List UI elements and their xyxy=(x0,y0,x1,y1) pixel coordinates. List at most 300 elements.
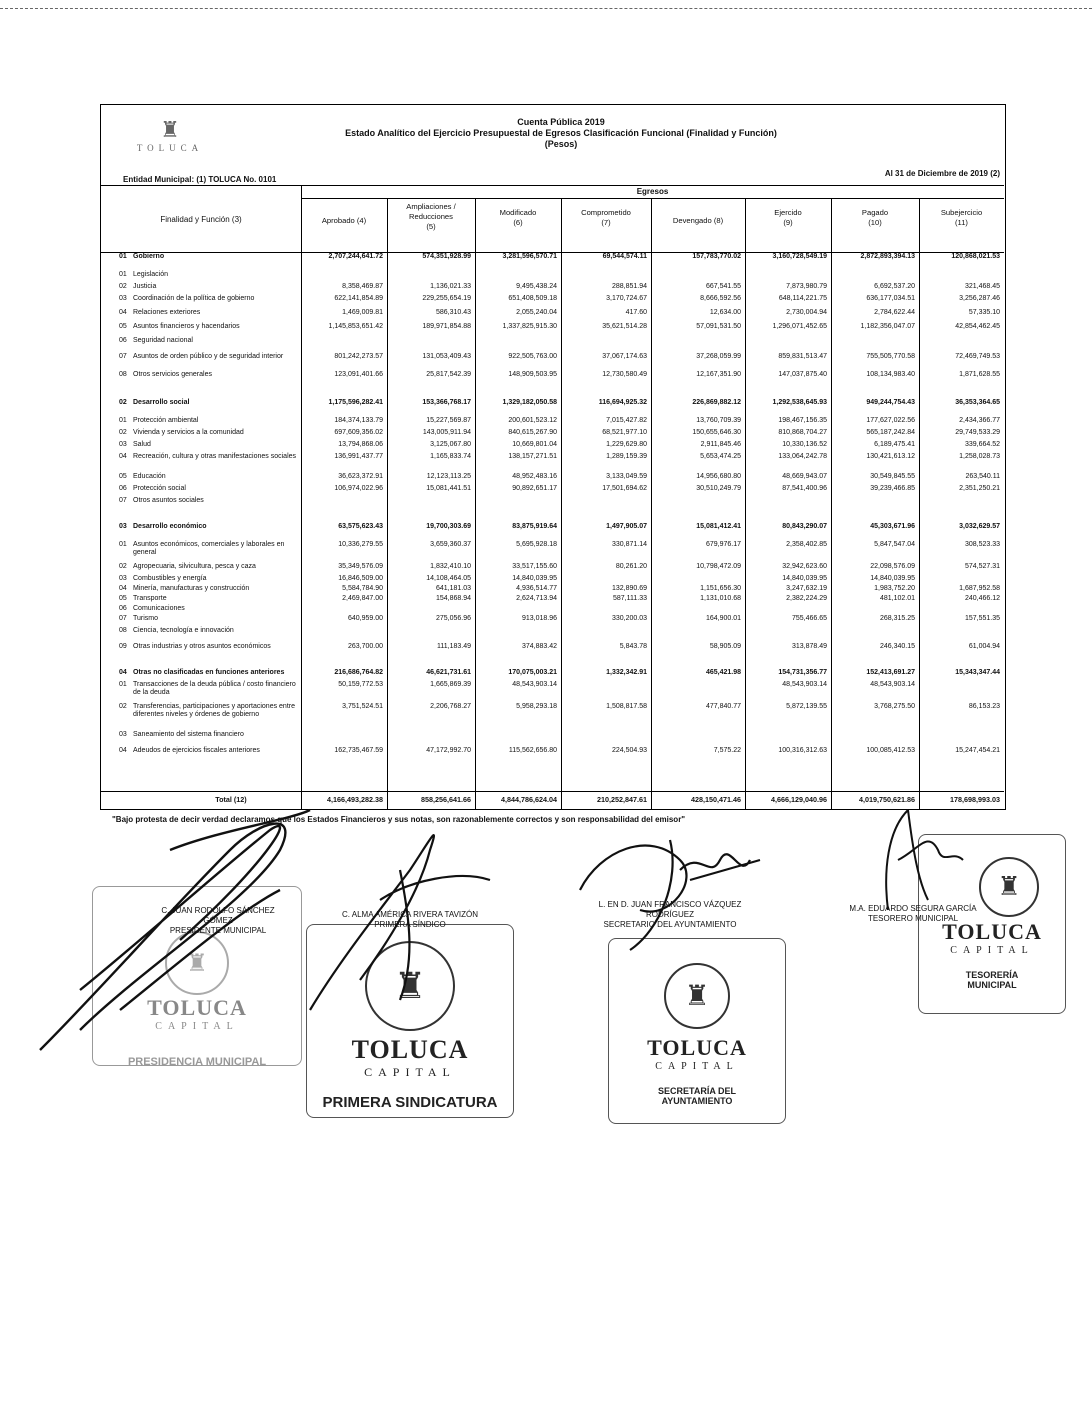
signer-name: M.A. EDUARDO SEGURA GARCÍA xyxy=(849,904,977,913)
column-header-line: Modificado xyxy=(499,208,537,217)
row-code: 04 xyxy=(119,669,127,676)
row-value: 4,936,514.77 xyxy=(516,585,557,592)
row-label: Asuntos financieros y hacendarios xyxy=(133,323,240,330)
row-code: 03 xyxy=(119,523,127,530)
row-value: 5,872,139.55 xyxy=(786,703,827,710)
stamp-brand: TOLUCA xyxy=(942,919,1042,944)
row-label: Saneamiento del sistema financiero xyxy=(133,731,244,738)
row-value: 216,686,764.82 xyxy=(334,669,383,676)
column-header-1 xyxy=(301,216,387,226)
row-value: 115,562,656.80 xyxy=(508,747,557,754)
row-value: 3,160,728,549.19 xyxy=(772,253,827,260)
row-value: 574,527.31 xyxy=(964,563,1000,570)
budget-statement xyxy=(100,104,1006,810)
stamp-brand: TOLUCA xyxy=(147,995,247,1020)
logo-text: TOLUCA xyxy=(136,143,204,153)
row-value: 667,541.55 xyxy=(705,283,741,290)
row-value: 111,183.49 xyxy=(437,643,471,650)
row-value: 12,634.00 xyxy=(709,309,741,316)
row-value: 154,731,356.77 xyxy=(778,669,827,676)
row-value: 1,832,410.10 xyxy=(430,563,471,570)
row-value: 37,268,059.99 xyxy=(696,353,741,360)
row-label: Transporte xyxy=(133,595,167,602)
signer-role: PRIMERA SÍNDICO xyxy=(374,920,446,929)
row-value: 1,165,833.74 xyxy=(430,453,471,460)
seal-icon: ♜ xyxy=(165,931,229,995)
stamp-sub: CAPITAL xyxy=(155,1021,239,1032)
row-value: 2,730,004.94 xyxy=(786,309,827,316)
row-value: 7,873,980.79 xyxy=(786,283,827,290)
row-code: 04 xyxy=(119,747,127,754)
row-code: 06 xyxy=(119,605,127,612)
crest-icon: ♜ xyxy=(160,117,180,142)
column-header-line: Devengado (8) xyxy=(672,216,724,225)
row-value: 132,890.69 xyxy=(611,585,647,592)
row-value: 57,091,531.50 xyxy=(696,323,741,330)
row-label: Relaciones exteriores xyxy=(133,309,201,316)
row-value: 2,784,622.44 xyxy=(874,309,915,316)
column-header-6 xyxy=(745,208,831,228)
row-value: 1,151,656.30 xyxy=(700,585,741,592)
row-value: 2,872,893,394.13 xyxy=(860,253,915,260)
row-code: 01 xyxy=(119,417,127,424)
row-value: 29,749,533.29 xyxy=(955,429,1000,436)
row-value: 143,005,911.94 xyxy=(422,429,471,436)
column-divider xyxy=(387,253,388,809)
row-value: 14,956,680.80 xyxy=(696,473,741,480)
column-divider xyxy=(301,253,302,809)
row-value: 240,466.12 xyxy=(964,595,1000,602)
column-divider xyxy=(745,253,746,809)
row-code: 03 xyxy=(119,295,127,302)
column-header-line: Ejercido xyxy=(774,208,802,217)
row-value: 10,669,801.04 xyxy=(512,441,557,448)
row-label: Otras industrias y otros asuntos económicos xyxy=(133,643,271,650)
column-header xyxy=(101,185,1004,253)
stamp-office: TESORERÍA MUNICIPAL xyxy=(965,970,1019,990)
signature-4 xyxy=(868,790,988,920)
row-label: Comunicaciones xyxy=(133,605,185,612)
column-divider xyxy=(745,198,746,252)
row-value: 48,952,483.16 xyxy=(512,473,557,480)
row-value: 801,242,273.57 xyxy=(334,353,383,360)
row-value: 10,330,136.52 xyxy=(782,441,827,448)
column-header-line: Pagado xyxy=(861,208,889,217)
row-value: 922,505,763.00 xyxy=(508,353,557,360)
row-value: 154,868.94 xyxy=(435,595,471,602)
row-value: 1,136,021.33 xyxy=(430,283,471,290)
row-value: 152,413,691.27 xyxy=(866,669,915,676)
row-value: 15,247,454.21 xyxy=(955,747,1000,754)
row-value: 246,340.15 xyxy=(879,643,915,650)
row-value: 641,181.03 xyxy=(435,585,471,592)
row-value: 2,707,244,641.72 xyxy=(328,253,383,260)
entity-label: Entidad Municipal: (1) TOLUCA No. 0101 xyxy=(123,175,277,184)
row-label: Combustibles y energía xyxy=(133,575,207,582)
column-header-line: (11) xyxy=(955,218,968,227)
row-value: 30,510,249.79 xyxy=(696,485,741,492)
row-value: 1,665,869.39 xyxy=(430,681,471,688)
row-value: 5,653,474.25 xyxy=(700,453,741,460)
statement-header xyxy=(101,105,1004,184)
signer-name: L. EN D. JUAN FRANCISCO VÁZQUEZ xyxy=(598,900,742,909)
column-header-line: (10) xyxy=(868,218,882,227)
signature-1 xyxy=(20,790,320,1090)
row-value: 5,958,293.18 xyxy=(516,703,557,710)
row-value: 14,840,039.95 xyxy=(870,575,915,582)
row-value: 3,768,275.50 xyxy=(874,703,915,710)
stamp-office: SECRETARÍA DEL AYUNTAMIENTO xyxy=(657,1086,736,1106)
row-value: 83,875,919.64 xyxy=(512,523,557,530)
total-value: 4,019,750,621.86 xyxy=(859,795,915,804)
column-divider xyxy=(475,198,476,252)
row-value: 374,883.42 xyxy=(521,643,557,650)
row-value: 565,187,242.84 xyxy=(866,429,915,436)
stamp-secretaria xyxy=(608,938,786,1124)
column-divider xyxy=(831,198,832,252)
column-header-line: Reducciones xyxy=(409,212,453,221)
column-divider xyxy=(561,253,562,809)
column-divider xyxy=(831,253,832,809)
row-value: 697,609,356.02 xyxy=(334,429,383,436)
row-value: 229,255,654.19 xyxy=(422,295,471,302)
row-value: 15,081,412.41 xyxy=(696,523,741,530)
row-code: 03 xyxy=(119,575,127,582)
row-value: 17,501,694.62 xyxy=(602,485,647,492)
row-label: Desarrollo económico xyxy=(133,523,207,530)
row-value: 1,258,028.73 xyxy=(959,453,1000,460)
row-value: 3,256,287.46 xyxy=(959,295,1000,302)
row-value: 12,167,351.90 xyxy=(696,371,741,378)
row-value: 2,358,402.85 xyxy=(786,541,827,548)
column-header-line: Subejercicio xyxy=(940,208,983,217)
column-header-line: Ampliaciones / xyxy=(406,202,456,211)
row-label: Desarrollo social xyxy=(133,399,190,406)
title-line-1: Cuenta Pública 2019 xyxy=(517,117,605,127)
statement-titles xyxy=(251,117,871,150)
row-value: 1,175,596,282.41 xyxy=(328,399,383,406)
row-label: Justicia xyxy=(133,283,157,290)
title-line-2: Estado Analítico del Ejercicio Presupuestal de Egresos Clasificación Funcional (Finalidad y Función) xyxy=(345,128,777,138)
row-value: 13,760,709.39 xyxy=(696,417,741,424)
row-label: Protección ambiental xyxy=(133,417,199,424)
row-value: 164,900.01 xyxy=(705,615,741,622)
row-value: 9,495,438.24 xyxy=(516,283,557,290)
row-value: 25,817,542.39 xyxy=(426,371,471,378)
row-value: 1,337,825,915.30 xyxy=(502,323,557,330)
row-value: 170,075,003.21 xyxy=(508,669,557,676)
row-value: 648,114,221.75 xyxy=(778,295,827,302)
row-code: 07 xyxy=(119,497,127,504)
row-value: 14,108,464.05 xyxy=(426,575,471,582)
row-label: Transferencias, participaciones y aportaciones entre diferentes niveles y órdenes de gobierno xyxy=(133,703,295,718)
signer-name: GÓMEZ xyxy=(203,916,233,925)
column-divider xyxy=(651,198,652,252)
seal-icon: ♜ xyxy=(664,963,730,1029)
row-value: 35,349,576.09 xyxy=(338,563,383,570)
total-value: 4,844,786,624.04 xyxy=(501,795,557,804)
row-value: 12,123,113.25 xyxy=(426,473,471,480)
column-divider xyxy=(561,198,562,252)
row-value: 679,976.17 xyxy=(705,541,741,548)
row-code: 06 xyxy=(119,337,127,344)
row-label: Gobierno xyxy=(133,253,165,260)
row-value: 1,145,853,651.42 xyxy=(328,323,383,330)
row-value: 1,332,342.91 xyxy=(606,669,647,676)
row-code: 01 xyxy=(119,681,127,688)
column-header-line: Aprobado (4) xyxy=(321,216,367,225)
row-value: 275,056.96 xyxy=(435,615,471,622)
row-code: 01 xyxy=(119,271,127,278)
row-value: 330,871.14 xyxy=(611,541,647,548)
row-value: 58,905.09 xyxy=(709,643,741,650)
row-value: 68,521,977.10 xyxy=(602,429,647,436)
row-value: 120,868,021.53 xyxy=(951,253,1000,260)
row-value: 15,081,441.51 xyxy=(426,485,471,492)
row-value: 48,543,903.14 xyxy=(512,681,557,688)
row-value: 308,523.33 xyxy=(964,541,1000,548)
column-header-8 xyxy=(919,208,1004,228)
row-value: 1,296,071,452.65 xyxy=(772,323,827,330)
row-value: 1,131,010.68 xyxy=(700,595,741,602)
row-value: 57,335.10 xyxy=(968,309,1000,316)
total-value: 4,666,129,040.96 xyxy=(771,795,827,804)
stamp-office: PRIMERA SINDICATURA xyxy=(322,1094,498,1111)
column-divider xyxy=(301,198,302,252)
signer-name: C. JUAN RODOLFO SÁNCHEZ xyxy=(161,906,275,915)
row-value: 1,871,628.55 xyxy=(959,371,1000,378)
row-code: 04 xyxy=(119,453,127,460)
row-value: 47,172,992.70 xyxy=(426,747,471,754)
row-value: 12,730,580.49 xyxy=(602,371,647,378)
row-code: 04 xyxy=(119,585,127,592)
row-value: 130,421,613.12 xyxy=(866,453,915,460)
row-value: 640,959.00 xyxy=(347,615,383,622)
row-value: 268,315.25 xyxy=(879,615,915,622)
row-value: 3,170,724.67 xyxy=(606,295,647,302)
row-value: 48,543,903.14 xyxy=(870,681,915,688)
signer-name: RODRÍGUEZ xyxy=(646,910,694,919)
row-value: 313,878.49 xyxy=(791,643,827,650)
row-value: 6,692,537.20 xyxy=(874,283,915,290)
column-header-line: (7) xyxy=(601,218,611,227)
row-value: 465,421.98 xyxy=(705,669,741,676)
row-label: Adeudos de ejercicios fiscales anteriores xyxy=(133,747,260,754)
row-code: 02 xyxy=(119,429,127,436)
row-value: 61,004.94 xyxy=(968,643,1000,650)
row-value: 147,037,875.40 xyxy=(778,371,827,378)
row-label: Asuntos de orden público y de seguridad interior xyxy=(133,353,284,360)
row-value: 42,854,462.45 xyxy=(955,323,1000,330)
row-value: 3,751,524.51 xyxy=(342,703,383,710)
row-code: 02 xyxy=(119,563,127,570)
row-code: 04 xyxy=(119,309,127,316)
row-value: 46,621,731.61 xyxy=(426,669,471,676)
row-value: 2,206,768.27 xyxy=(430,703,471,710)
row-value: 622,141,854.89 xyxy=(334,295,383,302)
signer-name: C. ALMA AMÉRICA RIVERA TAVIZÓN xyxy=(341,910,479,919)
row-value: 80,843,290.07 xyxy=(782,523,827,530)
row-code: 02 xyxy=(119,283,127,290)
row-label: Coordinación de la política de gobierno xyxy=(133,295,255,302)
row-value: 636,177,034.51 xyxy=(866,295,915,302)
row-code: 08 xyxy=(119,371,127,378)
row-value: 913,018.96 xyxy=(521,615,557,622)
row-value: 3,032,629.57 xyxy=(959,523,1000,530)
row-value: 131,053,409.43 xyxy=(422,353,471,360)
row-value: 3,659,360.37 xyxy=(430,541,471,548)
row-value: 417.60 xyxy=(625,309,647,316)
stamp-sub: CAPITAL xyxy=(655,1061,739,1072)
row-value: 1,469,009.81 xyxy=(342,309,383,316)
title-line-3: (Pesos) xyxy=(544,139,578,149)
row-value: 2,055,240.04 xyxy=(516,309,557,316)
toluca-logo xyxy=(129,117,211,165)
row-label: Salud xyxy=(133,441,151,448)
column-divider xyxy=(919,253,920,809)
seal-icon: ♜ xyxy=(365,941,455,1031)
row-value: 157,783,770.02 xyxy=(692,253,741,260)
total-value: 210,252,847.61 xyxy=(597,795,647,804)
row-value: 1,229,629.80 xyxy=(606,441,647,448)
row-code: 03 xyxy=(119,441,127,448)
row-value: 3,281,596,570.71 xyxy=(502,253,557,260)
row-code: 09 xyxy=(119,643,127,650)
row-value: 5,847,547.04 xyxy=(874,541,915,548)
row-value: 63,575,623.43 xyxy=(338,523,383,530)
signatures-area xyxy=(0,830,1092,1390)
row-value: 33,517,155.60 xyxy=(512,563,557,570)
column-header-7 xyxy=(831,208,919,228)
row-value: 263,540.11 xyxy=(965,473,1000,480)
as-of-date: Al 31 de Diciembre de 2019 (2) xyxy=(884,169,1000,178)
row-value: 37,067,174.63 xyxy=(602,353,647,360)
row-value: 8,666,592.56 xyxy=(700,295,741,302)
row-value: 481,102.01 xyxy=(879,595,915,602)
row-value: 50,159,772.53 xyxy=(338,681,383,688)
row-value: 587,111.33 xyxy=(613,595,647,602)
row-label: Transacciones de la deuda pública / costo financiero de la deuda xyxy=(133,681,296,696)
row-value: 330,200.03 xyxy=(611,615,647,622)
row-value: 123,091,401.66 xyxy=(334,371,383,378)
row-label: Educación xyxy=(133,473,166,480)
row-value: 138,157,271.51 xyxy=(508,453,557,460)
row-value: 87,541,400.96 xyxy=(782,485,827,492)
total-value: 178,698,993.03 xyxy=(950,795,1000,804)
column-divider xyxy=(919,198,920,252)
row-value: 36,353,364.65 xyxy=(955,399,1000,406)
row-code: 05 xyxy=(119,595,127,602)
column-header-line: Comprometido xyxy=(581,208,631,217)
row-label: Minería, manufacturas y construcción xyxy=(133,585,250,592)
row-value: 133,064,242.78 xyxy=(778,453,827,460)
row-value: 86,153.23 xyxy=(968,703,1000,710)
column-header-line: (9) xyxy=(783,218,793,227)
stamp-office: PRESIDENCIA MUNICIPAL xyxy=(127,1056,267,1068)
row-value: 226,869,882.12 xyxy=(692,399,741,406)
row-label: Seguridad nacional xyxy=(133,337,193,344)
row-value: 586,310.43 xyxy=(435,309,471,316)
row-value: 8,358,469.87 xyxy=(342,283,383,290)
row-label: Otros servicios generales xyxy=(133,371,212,378)
row-code: 08 xyxy=(119,627,127,634)
total-label: Total (12) xyxy=(215,795,247,804)
row-value: 72,469,749.53 xyxy=(955,353,1000,360)
row-value: 1,289,159.39 xyxy=(606,453,647,460)
row-value: 1,687,952.58 xyxy=(959,585,1000,592)
row-value: 13,794,868.06 xyxy=(338,441,383,448)
row-label: Vivienda y servicios a la comunidad xyxy=(133,429,244,436)
row-value: 1,983,752.20 xyxy=(874,585,915,592)
row-value: 1,329,182,050.58 xyxy=(502,399,557,406)
column-header-3 xyxy=(475,208,561,228)
row-value: 810,868,704.27 xyxy=(778,429,827,436)
row-label: Legislación xyxy=(133,271,169,278)
row-value: 108,134,983.40 xyxy=(866,371,915,378)
row-value: 177,627,022.56 xyxy=(866,417,915,424)
row-value: 1,497,905.07 xyxy=(606,523,647,530)
row-value: 840,615,267.90 xyxy=(508,429,557,436)
signer-role: TESORERO MUNICIPAL xyxy=(867,914,959,923)
row-code: 05 xyxy=(119,473,127,480)
row-value: 157,551.35 xyxy=(964,615,1000,622)
row-value: 200,601,523.12 xyxy=(508,417,557,424)
row-label: Ciencia, tecnología e innovación xyxy=(133,627,234,634)
row-value: 189,971,854.88 xyxy=(422,323,471,330)
row-value: 150,655,646.30 xyxy=(692,429,741,436)
signature-3 xyxy=(570,820,770,960)
row-value: 651,408,509.18 xyxy=(508,295,557,302)
row-value: 36,623,372.91 xyxy=(338,473,383,480)
row-value: 949,244,754.43 xyxy=(866,399,915,406)
total-value: 4,166,493,282.38 xyxy=(327,795,383,804)
declaration-text: "Bajo protesta de decir verdad declaramos que los Estados Financieros y sus notas, son razonablemente correctos y son responsabilidad del emisor" xyxy=(112,815,686,824)
stamp-sub: CAPITAL xyxy=(364,1065,456,1079)
row-label: Otros asuntos sociales xyxy=(133,497,204,504)
row-value: 3,133,049.59 xyxy=(606,473,647,480)
row-value: 7,015,427.82 xyxy=(606,417,647,424)
row-value: 2,469,847.00 xyxy=(342,595,383,602)
row-value: 80,261.20 xyxy=(615,563,647,570)
row-value: 14,840,039.95 xyxy=(512,575,557,582)
stamp-sub: CAPITAL xyxy=(950,945,1034,956)
row-value: 10,336,279.55 xyxy=(338,541,383,548)
stamp-brand: TOLUCA xyxy=(351,1035,469,1064)
row-value: 100,085,412.53 xyxy=(866,747,915,754)
row-value: 48,543,903.14 xyxy=(782,681,827,688)
total-value: 858,256,641.66 xyxy=(421,795,471,804)
row-value: 574,351,928.99 xyxy=(422,253,471,260)
row-value: 19,700,303.69 xyxy=(426,523,471,530)
row-value: 5,584,784.90 xyxy=(342,585,383,592)
row-value: 5,695,928.18 xyxy=(516,541,557,548)
row-value: 32,942,623.60 xyxy=(782,563,827,570)
row-label: Agropecuaria, silvicultura, pesca y caza xyxy=(133,563,256,570)
row-value: 1,292,538,645.93 xyxy=(772,399,827,406)
row-value: 45,303,671.96 xyxy=(870,523,915,530)
row-value: 2,911,845.46 xyxy=(700,441,741,448)
row-value: 198,467,156.35 xyxy=(778,417,827,424)
row-value: 136,991,437.77 xyxy=(334,453,383,460)
row-value: 153,366,768.17 xyxy=(422,399,471,406)
row-code: 06 xyxy=(119,485,127,492)
row-code: 07 xyxy=(119,353,127,360)
stamp-brand: TOLUCA xyxy=(647,1035,747,1060)
row-value: 263,700.00 xyxy=(347,643,383,650)
row-value: 10,798,472.09 xyxy=(696,563,741,570)
column-divider xyxy=(475,253,476,809)
row-value: 15,227,569.87 xyxy=(426,417,471,424)
